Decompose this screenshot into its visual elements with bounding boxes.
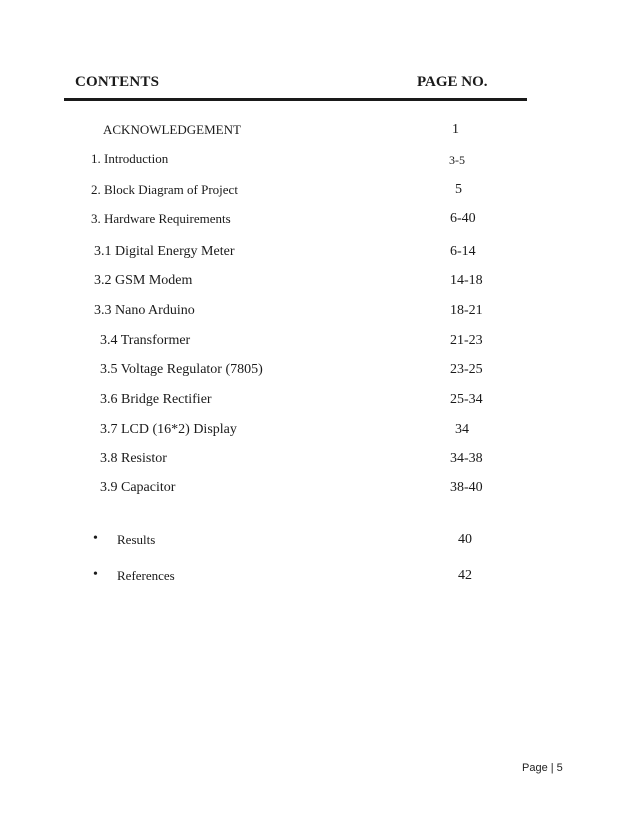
bullet-icon: • [93,567,98,582]
toc-entry-page: 23-25 [450,362,483,377]
toc-entry-page: 6-40 [450,211,476,226]
toc-entry-label: 3.5 Voltage Regulator (7805) [100,362,263,377]
toc-entry-label: 3.8 Resistor [100,451,167,466]
toc-entry-label: 3.7 LCD (16*2) Display [100,422,237,437]
toc-entry-page: 14-18 [450,273,483,288]
toc-entry-page: 3-5 [449,153,465,167]
toc-entry-label: 3. Hardware Requirements [91,211,231,226]
page-no-heading: PAGE NO. [417,74,488,90]
toc-entry-page: 5 [455,182,462,197]
toc-entry-page: 38-40 [450,480,483,495]
toc-entry-page: 6-14 [450,244,476,259]
toc-entry-label: 1. Introduction [91,151,169,166]
toc-entry-label: 3.2 GSM Modem [94,273,193,288]
toc-entry-label: 2. Block Diagram of Project [91,182,238,197]
toc-entry-page: 34 [455,422,469,437]
toc-entry-label: 3.3 Nano Arduino [94,303,195,318]
toc-entry-page: 25-34 [450,392,483,407]
toc-entry-page: 21-23 [450,333,483,348]
toc-entry-page: 18-21 [450,303,483,318]
bullet-icon: • [93,531,98,546]
toc-entry-label: 3.1 Digital Energy Meter [94,244,235,259]
toc-entry-page: 1 [452,122,459,137]
toc-entry-label: 3.9 Capacitor [100,480,176,495]
header-divider [64,98,527,101]
toc-entry-page: 42 [458,568,472,583]
toc-entry-page: 40 [458,532,472,547]
toc-entry-label: 3.6 Bridge Rectifier [100,392,212,407]
toc-entry-label: References [117,568,175,583]
toc-entry-label: 3.4 Transformer [100,333,191,348]
contents-heading: CONTENTS [75,74,160,90]
toc-entry-label: ACKNOWLEDGEMENT [103,122,241,137]
toc-entry-label: Results [117,532,156,547]
toc-entry-page: 34-38 [450,451,483,466]
page-footer: Page | 5 [522,762,563,774]
